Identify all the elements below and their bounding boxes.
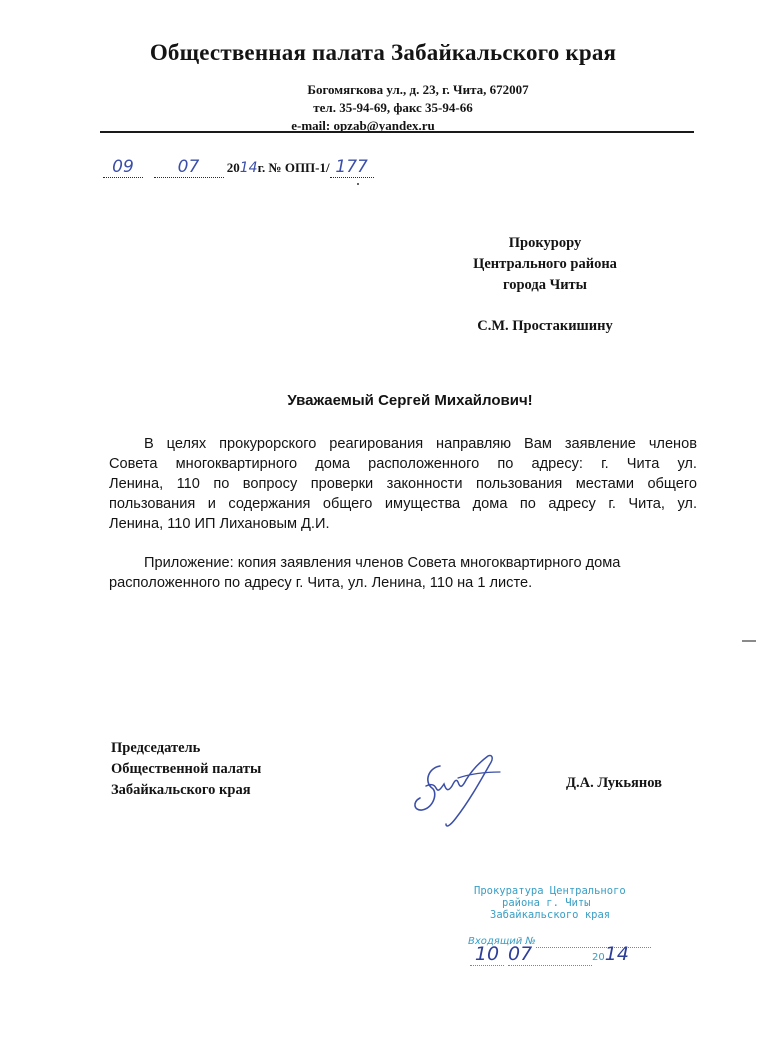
stamp-incoming-label: Входящий № [468, 936, 536, 947]
organization-phones: тел. 35-94-69, факс 35-94-66 [313, 100, 473, 115]
paragraph-line: В целях прокурорского реагирования направляю Вам заявление членов [144, 436, 697, 452]
reg-year-suffix: 14 [239, 160, 258, 176]
organization-address: Богомягкова ул., д. 23, г. Чита, 672007 [307, 82, 529, 97]
paragraph-line: Ленина, 110 ИП Лихановым Д.И. [109, 516, 330, 532]
addressee-line3: города Читы [502, 277, 588, 293]
reg-day: 09 [112, 157, 134, 177]
signatory-title-line: Председатель [111, 740, 201, 756]
signatory-name: Д.А. Лукьянов [566, 775, 662, 791]
paragraph-line: Ленина, 110 по вопросу проверки законности пользования местами общего [109, 476, 697, 492]
stamp-day-field [470, 943, 504, 966]
stamp-date-row [470, 943, 629, 966]
signatory-title-line: Забайкальского края [111, 782, 251, 798]
stamp-line: Забайкальского края [490, 909, 611, 921]
organization-email: e-mail: opzab@yandex.ru [291, 118, 435, 133]
stamp-year-suffix: 14 [604, 943, 629, 965]
greeting: Уважаемый Сергей Михайлович! [287, 392, 533, 409]
signatory-title-line: Общественной палаты [111, 761, 262, 777]
reg-number: 177 [335, 157, 368, 177]
stamp-month-field [508, 943, 592, 966]
handwritten-signature [400, 748, 520, 833]
addressee-line1: Прокурору [508, 235, 582, 251]
reg-year-prefix: 20 [226, 160, 240, 175]
scan-artifact [742, 640, 756, 642]
outgoing-registration [103, 157, 374, 178]
attachment-line: Приложение: копия заявления членов Совета многоквартирного дома [144, 555, 621, 571]
attachment-line: расположенного по адресу г. Чита, ул. Ленина, 110 на 1 листе. [109, 575, 533, 591]
stamp-month: 07 [508, 943, 533, 965]
reg-month-field [154, 157, 224, 178]
reg-number-label: № ОПП-1/ [268, 160, 330, 175]
addressee-name: С.М. Простакишину [477, 318, 613, 334]
paragraph-line: пользования и содержания общего имущества дома по адресу г. Чита, ул. [109, 496, 697, 512]
reg-g-label: г. [257, 160, 266, 175]
reg-day-field [103, 157, 143, 178]
paragraph-line: Совета многоквартирного дома расположенного по адресу: г. Чита ул. [109, 456, 697, 472]
attachment-paragraph [109, 553, 669, 593]
reg-number-field [330, 157, 374, 178]
stamp-year-prefix: 20 [592, 952, 605, 963]
organization-title: Общественная палата Забайкальского края [149, 40, 617, 65]
stray-dot [357, 183, 359, 185]
incoming-stamp [462, 885, 662, 921]
body-paragraph [109, 434, 697, 534]
signatory-title [111, 738, 261, 801]
stamp-line: Прокуратура Центрального [474, 885, 626, 897]
addressee-line2: Центрального района [473, 256, 617, 272]
stamp-line: района г. Читы [502, 897, 591, 909]
stamp-day: 10 [474, 943, 500, 965]
reg-month: 07 [177, 157, 200, 177]
header-divider [100, 131, 694, 133]
